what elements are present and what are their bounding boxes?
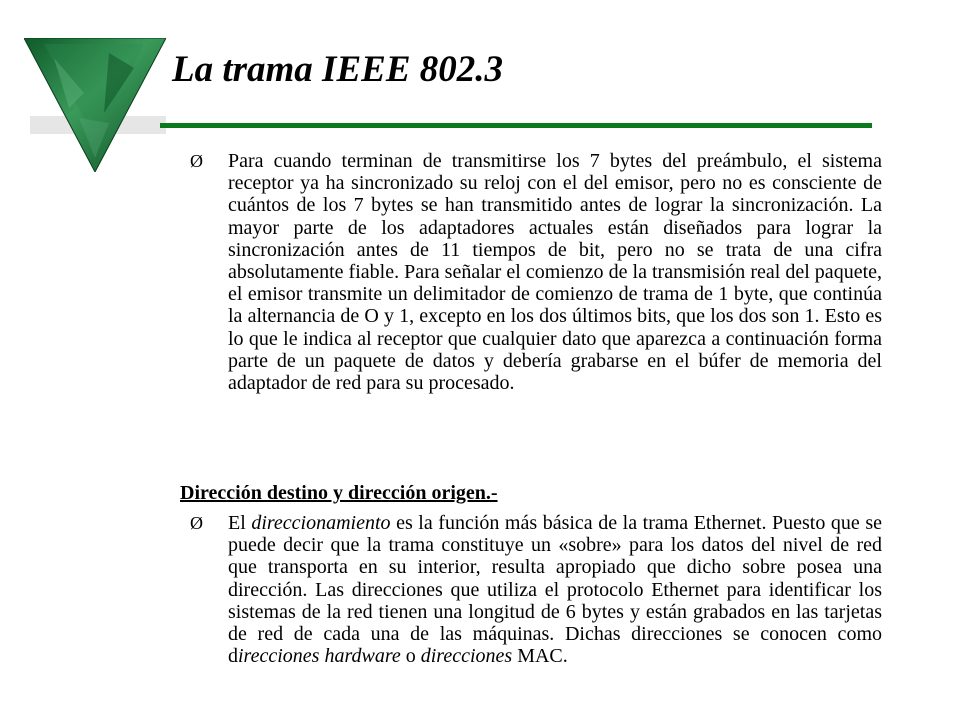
bullet-text: Para cuando terminan de transmitirse los 7 bytes del preámbulo, el sistema receptor ya ha sincronizado su reloj con el del emisor, pero no es consciente de cuántos de los 7 bytes se han transmitido antes de lograr la sincronización. La mayor parte de los adaptadores actuales están diseñados para lograr la sincronización antes de 11 tiempos de bit, pero no se trata de una cifra absolutamente fiable. Para señalar el comienzo de la transmisión real del paquete, el emisor transmite un delimitador de comienzo de trama de 1 byte, que continúa la alternancia de O y 1, excepto en los dos últimos bits, que los dos son 1. Esto es lo que le indica al receptor que cualquier dato que aparezca a continuación forma parte de un paquete de datos y debería grabarse en el búfer de memoria del adaptador de red para su procesado.: [228, 150, 882, 395]
bullet-text: [228, 512, 882, 667]
text-run: o: [400, 645, 421, 668]
bullet-arrow-icon: Ø: [190, 513, 203, 533]
text-run: es la función más básica de la trama Ethernet. Puesto que se puede decir que la trama constituye un «sobre» para los datos del nivel de red que transporta en su interior, resulta apropiado que dicho sobre posea una dirección. Las direcciones que utiliza el protocolo Ethernet para identificar los sistemas de la red tienen una longitud de 6 bytes y están grabados en las tarjetas de red de cada una de las máquinas. Dichas direcciones se conocen como d: [228, 512, 882, 668]
italic-term: direccionamiento: [251, 512, 391, 534]
green-triangle-logo-icon: [24, 38, 166, 172]
text-run: MAC.: [512, 645, 568, 668]
slide-title: La trama IEEE 802.3: [172, 49, 503, 90]
bullet-item-preamble: [190, 150, 882, 394]
bullet-item-addressing: [190, 512, 882, 667]
text-run: El: [228, 512, 252, 534]
italic-term: direcciones: [420, 645, 513, 668]
title-underline-rule: [160, 123, 872, 128]
section-heading: Dirección destino y dirección origen.-: [180, 482, 498, 504]
bullet-arrow-icon: Ø: [190, 151, 203, 171]
italic-term: irecciones hardware: [238, 645, 401, 668]
